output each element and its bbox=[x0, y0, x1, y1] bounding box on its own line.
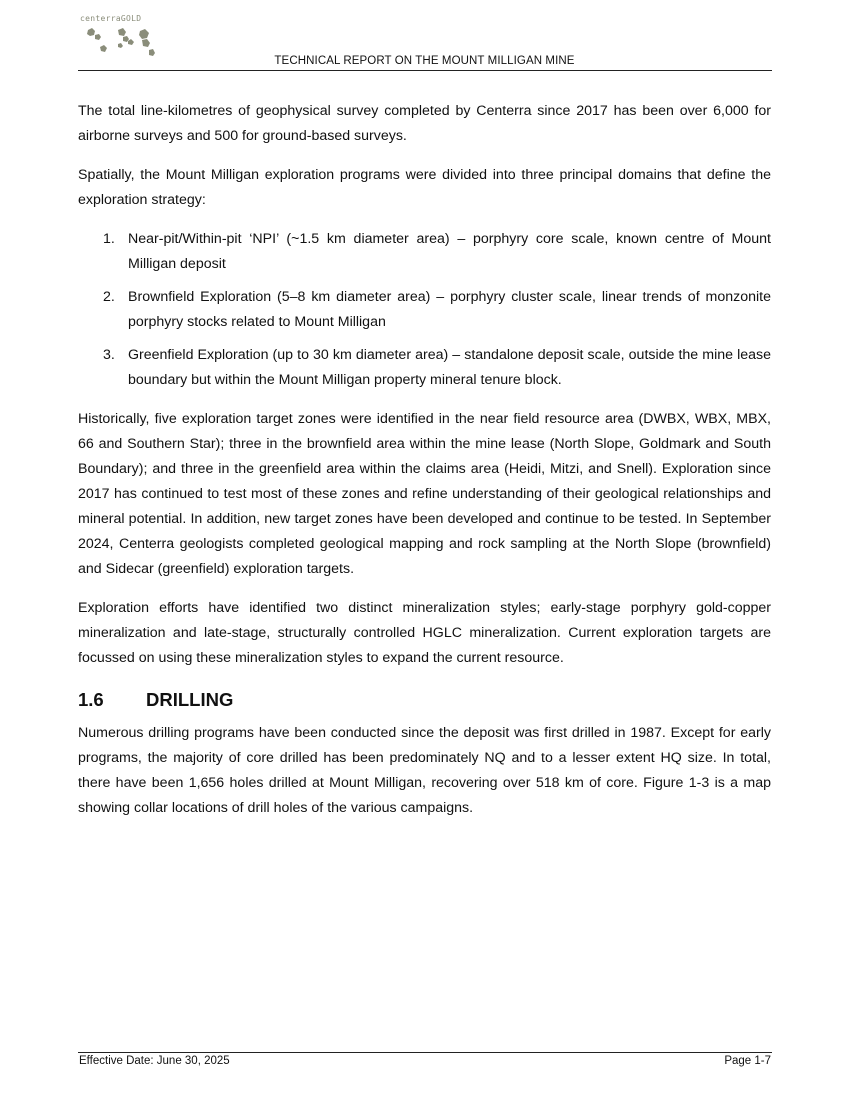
paragraph-geophysical-survey: The total line-kilometres of geophysical survey completed by Centerra since 2017 has been over 6,000 for airborne surveys and 500 for ground-based surveys. bbox=[78, 103, 771, 144]
logo-wordmark: centerraGOLD bbox=[80, 14, 142, 23]
paragraph-drilling: Numerous drilling programs have been conducted since the deposit was first drilled in 1987. Except for early programs, the majority of core drilled has been predominately NQ and to a lesser extent HQ size. In total, there have been 1,656 holes drilled at Mount Milligan, recovering over 518 km of core. Figure 1-3 is a map showing collar locations of drill holes of the various campaigns. bbox=[78, 725, 771, 816]
list-item-number: 3. bbox=[103, 347, 115, 363]
list-item bbox=[78, 285, 771, 335]
page-number: Page 1-7 bbox=[724, 1055, 771, 1067]
page-body bbox=[78, 99, 771, 835]
header-divider bbox=[78, 70, 772, 71]
list-item-text: Near-pit/Within-pit ‘NPI’ (~1.5 km diameter area) – porphyry core scale, known centre of Mount Milligan deposit bbox=[128, 231, 771, 272]
paragraph-exploration-domains-intro: Spatially, the Mount Milligan exploration programs were divided into three principal domains that define the exploration strategy: bbox=[78, 167, 771, 208]
section-title: DRILLING bbox=[146, 689, 234, 710]
effective-date: Effective Date: June 30, 2025 bbox=[79, 1055, 230, 1067]
section-heading bbox=[78, 687, 771, 713]
list-item-number: 1. bbox=[103, 231, 115, 247]
list-item bbox=[78, 343, 771, 393]
report-header-title: TECHNICAL REPORT ON THE MOUNT MILLIGAN MINE bbox=[274, 55, 575, 67]
paragraph-mineralization-styles: Exploration efforts have identified two distinct mineralization styles; early-stage porphyry gold-copper mineralization and late-stage, structurally controlled HGLC mineralization. Current exploration targets are focussed on using these mineralization styles to expand the current resource. bbox=[78, 600, 771, 666]
footer-divider bbox=[78, 1052, 772, 1053]
list-item-number: 2. bbox=[103, 289, 115, 305]
list-item-text: Greenfield Exploration (up to 30 km diameter area) – standalone deposit scale, outside the mine lease boundary but within the Mount Milligan property mineral tenure block. bbox=[128, 347, 771, 388]
exploration-domains-list bbox=[78, 227, 771, 393]
list-item-text: Brownfield Exploration (5–8 km diameter area) – porphyry cluster scale, linear trends of monzonite porphyry stocks related to Mount Milligan bbox=[128, 289, 771, 330]
section-number: 1.6 bbox=[78, 689, 104, 710]
list-item bbox=[78, 227, 771, 277]
paragraph-target-zones: Historically, five exploration target zones were identified in the near field resource area (DWBX, WBX, MBX, 66 and Southern Star); three in the brownfield area within the mine lease (North Slope, Goldmark and South Boundary); and three in the greenfield area within the claims area (Heidi, Mitzi, and Snell). Exploration since 2017 has continued to test most of these zones and refine understanding of their geological relationships and mineral potential. In addition, new target zones have been developed and continue to be tested. In September 2024, Centerra geologists completed geological mapping and rock sampling at the North Slope (brownfield) and Sidecar (greenfield) exploration targets. bbox=[78, 411, 771, 577]
